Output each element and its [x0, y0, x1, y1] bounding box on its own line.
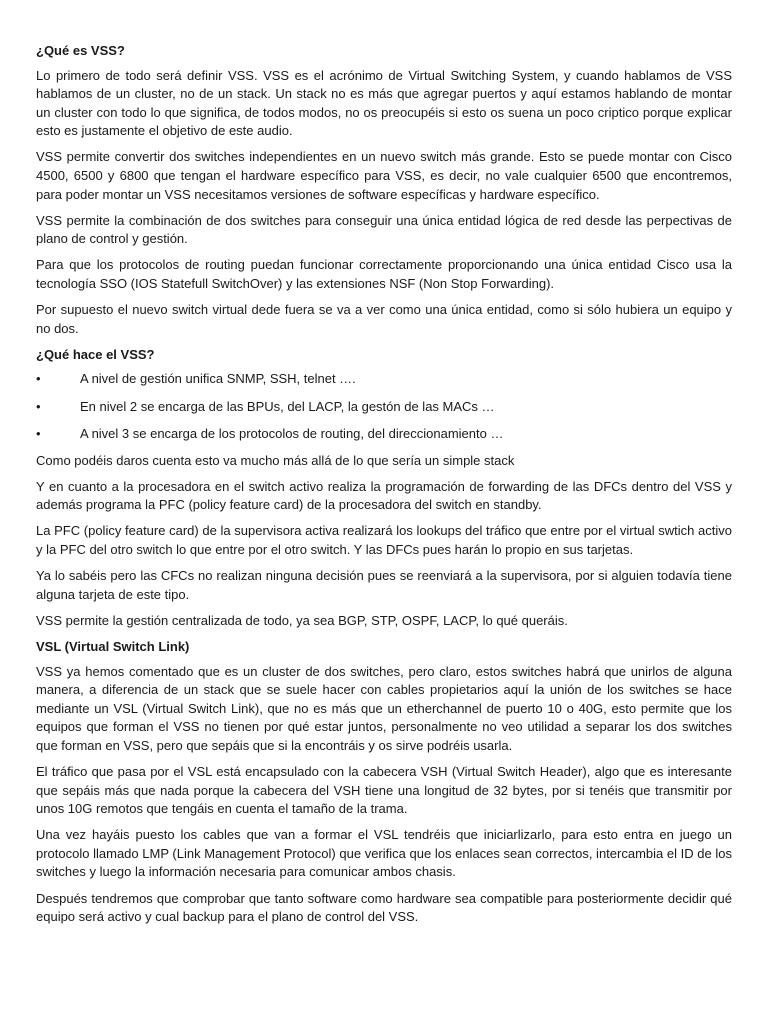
paragraph: VSS permite convertir dos switches independientes en un nuevo switch más grande. Esto se puede montar con Cisco 4500, 6500 y 6800 que tengan el hardware específico para VSS, es decir, no vale cualquier 6500 que encontremos, para poder montar un VSS necesitamos versiones de software específicas y hardware específico. [36, 149, 732, 202]
heading-vsl: VSL (Virtual Switch Link) [36, 638, 190, 654]
list-item-text: En nivel 2 se encarga de las BPUs, del LACP, la gestón de las MACs … [80, 398, 495, 414]
paragraph: VSS permite la combinación de dos switches para conseguir una única entidad lógica de red desde las perpectivas de plano de control y gestión. [36, 212, 732, 247]
paragraph: Como podéis daros cuenta esto va mucho más allá de lo que sería un simple stack [36, 452, 515, 468]
bullet-list [36, 370, 732, 443]
paragraph: Después tendremos que comprobar que tanto software como hardware sea compatible para posteriormente decidir qué equipo será activo y cual backup para el plano de control del VSS. [36, 890, 732, 925]
list-item-text: A nivel 3 se encarga de los protocolos de routing, del direccionamiento … [80, 425, 504, 441]
paragraph: La PFC (policy feature card) de la supervisora activa realizará los lookups del tráfico que entre por el virtual swtich activo y la PFC del otro switch lo que entre por el otro switch. Y las DFCs pues harán lo propio en sus tarjetas. [36, 523, 732, 558]
paragraph: Y en cuanto a la procesadora en el switch activo realiza la programación de forwarding de las DFCs dentro del VSS y además programa la PFC (policy feature card) de la procesadora del switch en standby. [36, 478, 732, 513]
paragraph: VSS permite la gestión centralizada de todo, ya sea BGP, STP, OSPF, LACP, lo qué queráis. [36, 612, 568, 628]
list-item-text: A nivel de gestión unifica SNMP, SSH, telnet …. [80, 371, 356, 387]
paragraph: Ya lo sabéis pero las CFCs no realizan ninguna decisión pues se reenviará a la supervisora, por si alguien todavía tiene alguna tarjeta de este tipo. [36, 568, 732, 602]
bullet-icon: • [36, 371, 41, 387]
paragraph: Para que los protocolos de routing puedan funcionar correctamente proporcionando una única entidad Cisco usa la tecnología SSO (IOS Statefull SwitchOver) y las extensiones NSF (Non Stop Forwarding). [36, 257, 732, 292]
paragraph: Lo primero de todo será definir VSS. VSS es el acrónimo de Virtual Switching System, y cuando hablamos de VSS hablamos de un cluster, no de un stack. Un stack no es más que agregar puertos y aquí estamos hablando de montar un cluster con todo lo que significa, de todos modos, no os preocupéis si esto os suena un poco criptico porque explicar esto es justamente el objetivo de este audio. [36, 67, 732, 139]
heading-que-hace-el-vss: ¿Qué hace el VSS? [36, 346, 155, 362]
paragraph: El tráfico que pasa por el VSL está encapsulado con la cabecera VSH (Virtual Switch Header), algo que es interesante que sepáis más que nada porque la cabecera del VSH tiene una longitud de 32 bytes, por si tenéis que transmitir por unos 10G remotos que tengáis en cuenta el tamaño de la trama. [36, 764, 732, 817]
list-item [36, 370, 732, 389]
heading-que-es-vss: ¿Qué es VSS? [36, 43, 125, 58]
paragraph: Por supuesto el nuevo switch virtual dede fuera se va a ver como una única entidad, como si sólo hubiera un equipo y no dos. [36, 302, 732, 336]
paragraph: Una vez hayáis puesto los cables que van a formar el VSL tendréis que iniciarlizarlo, para esto entra en juego un protocolo llamado LMP (Link Management Protocol) que verifica que los enlaces sean correctos, intercambia el ID de los switches y luego la información necesaria para comunicar ambos chasis. [36, 827, 732, 880]
bullet-icon: • [36, 398, 41, 414]
bullet-icon: • [36, 425, 41, 441]
paragraph: VSS ya hemos comentado que es un cluster de dos switches, pero claro, estos switches habrá que unirlos de alguna manera, a diferencia de un stack que se suele hacer con cables propietarios aquí la unión de los switches se hace mediante un VSL (Virtual Switch Link), que no es más que un etherchannel de puerto 10 o 40G, esto permite que los equipos que forman el VSS no tienen por qué estar juntos, personalmente no veo utilidad a separar los dos switches que forman en VSS, pero que sepáis que si la encontráis y os sirve podréis usarla. [36, 663, 732, 753]
list-item [36, 398, 732, 417]
list-item [36, 425, 732, 444]
